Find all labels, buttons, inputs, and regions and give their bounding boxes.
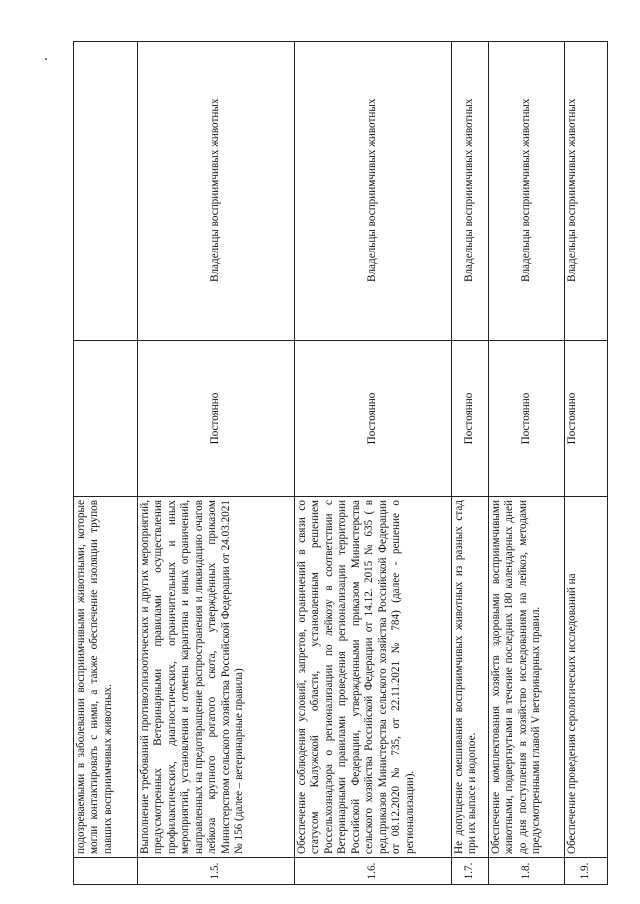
table-row — [565, 42, 608, 885]
row-term: Постоянно — [489, 341, 565, 497]
row-number: 1.9. — [565, 858, 608, 885]
scan-speck — [45, 58, 47, 60]
row-term: Постоянно — [452, 341, 489, 497]
row-description: Обеспечение комплектования хозяйств здоровыми восприимчивыми животными, подвергнутыми в течение последних 180 календарных дней до дня поступления в хозяйство исследованиям на лейкоз, методами предусмотренными главой V ветеринарных правил. — [489, 497, 565, 858]
row-number: 1.8. — [489, 858, 565, 885]
row-responsible — [74, 42, 138, 341]
table-row — [452, 42, 489, 885]
row-description: Не допущение смешивания восприимчивых животных из разных стад при их выпасе и водопое. — [452, 497, 489, 858]
row-term: Постоянно — [565, 341, 608, 497]
measures-table — [73, 41, 608, 885]
row-responsible: Владельцы восприимчивых животных — [565, 42, 608, 341]
row-number: 1.5. — [138, 858, 295, 885]
row-responsible: Владельцы восприимчивых животных — [138, 42, 295, 341]
row-responsible: Владельцы восприимчивых животных — [295, 42, 452, 341]
table-row — [489, 42, 565, 885]
row-number: 1.7. — [452, 858, 489, 885]
row-responsible: Владельцы восприимчивых животных — [489, 42, 565, 341]
row-term: Постоянно — [295, 341, 452, 497]
row-responsible: Владельцы восприимчивых животных — [452, 42, 489, 341]
row-term — [74, 341, 138, 497]
row-description: Выполнение требований противоэпизоотических и других мероприятий, предусмотренных Ветеринарными правилами осуществления профилактических, диагностических, ограничительных и иных мероприятий, установления и отмены карантина и иных ограничений, направленных на предотвращение распространения и ликвидацию очагов лейкоза крупного рогатого скота, утверждённых приказом Министерством сельского хозяйства Российской Федерации от 24.03.2021 № 156 (далее – ветеринарные правила) — [138, 497, 295, 858]
table-row — [74, 42, 138, 885]
row-number: 1.6. — [295, 858, 452, 885]
row-description: Обеспечение соблюдения условий, запретов, ограничений в связи со статусом Калужской области, установленным решением Россельхознадзора о регионализации по лейкозу в соответствии с Ветеринарными правилами проведения регионализации территории Российской Федерации, утвержденными приказом Министерства сельского хозяйства Российской Федерации от 14.12. 2015 № 635 ( в ред.приказов Министерства сельского хозяйства Российской Федерации от 08.12.2020 № 735, от 22.11.2021 № 784) (далее - решение о регионализации). — [295, 497, 452, 858]
row-number — [74, 858, 138, 885]
row-description: Обеспечение проведения серологических исследований на — [565, 497, 608, 858]
row-term: Постоянно — [138, 341, 295, 497]
table-row — [138, 42, 295, 885]
rotated-page — [73, 42, 607, 885]
table-row — [295, 42, 452, 885]
row-description: подозреваемыми в заболевании восприимчивыми животными, которые могли контактировать с ними, а также обеспечение изоляции трупов павших восприимчивых животных. — [74, 497, 138, 858]
